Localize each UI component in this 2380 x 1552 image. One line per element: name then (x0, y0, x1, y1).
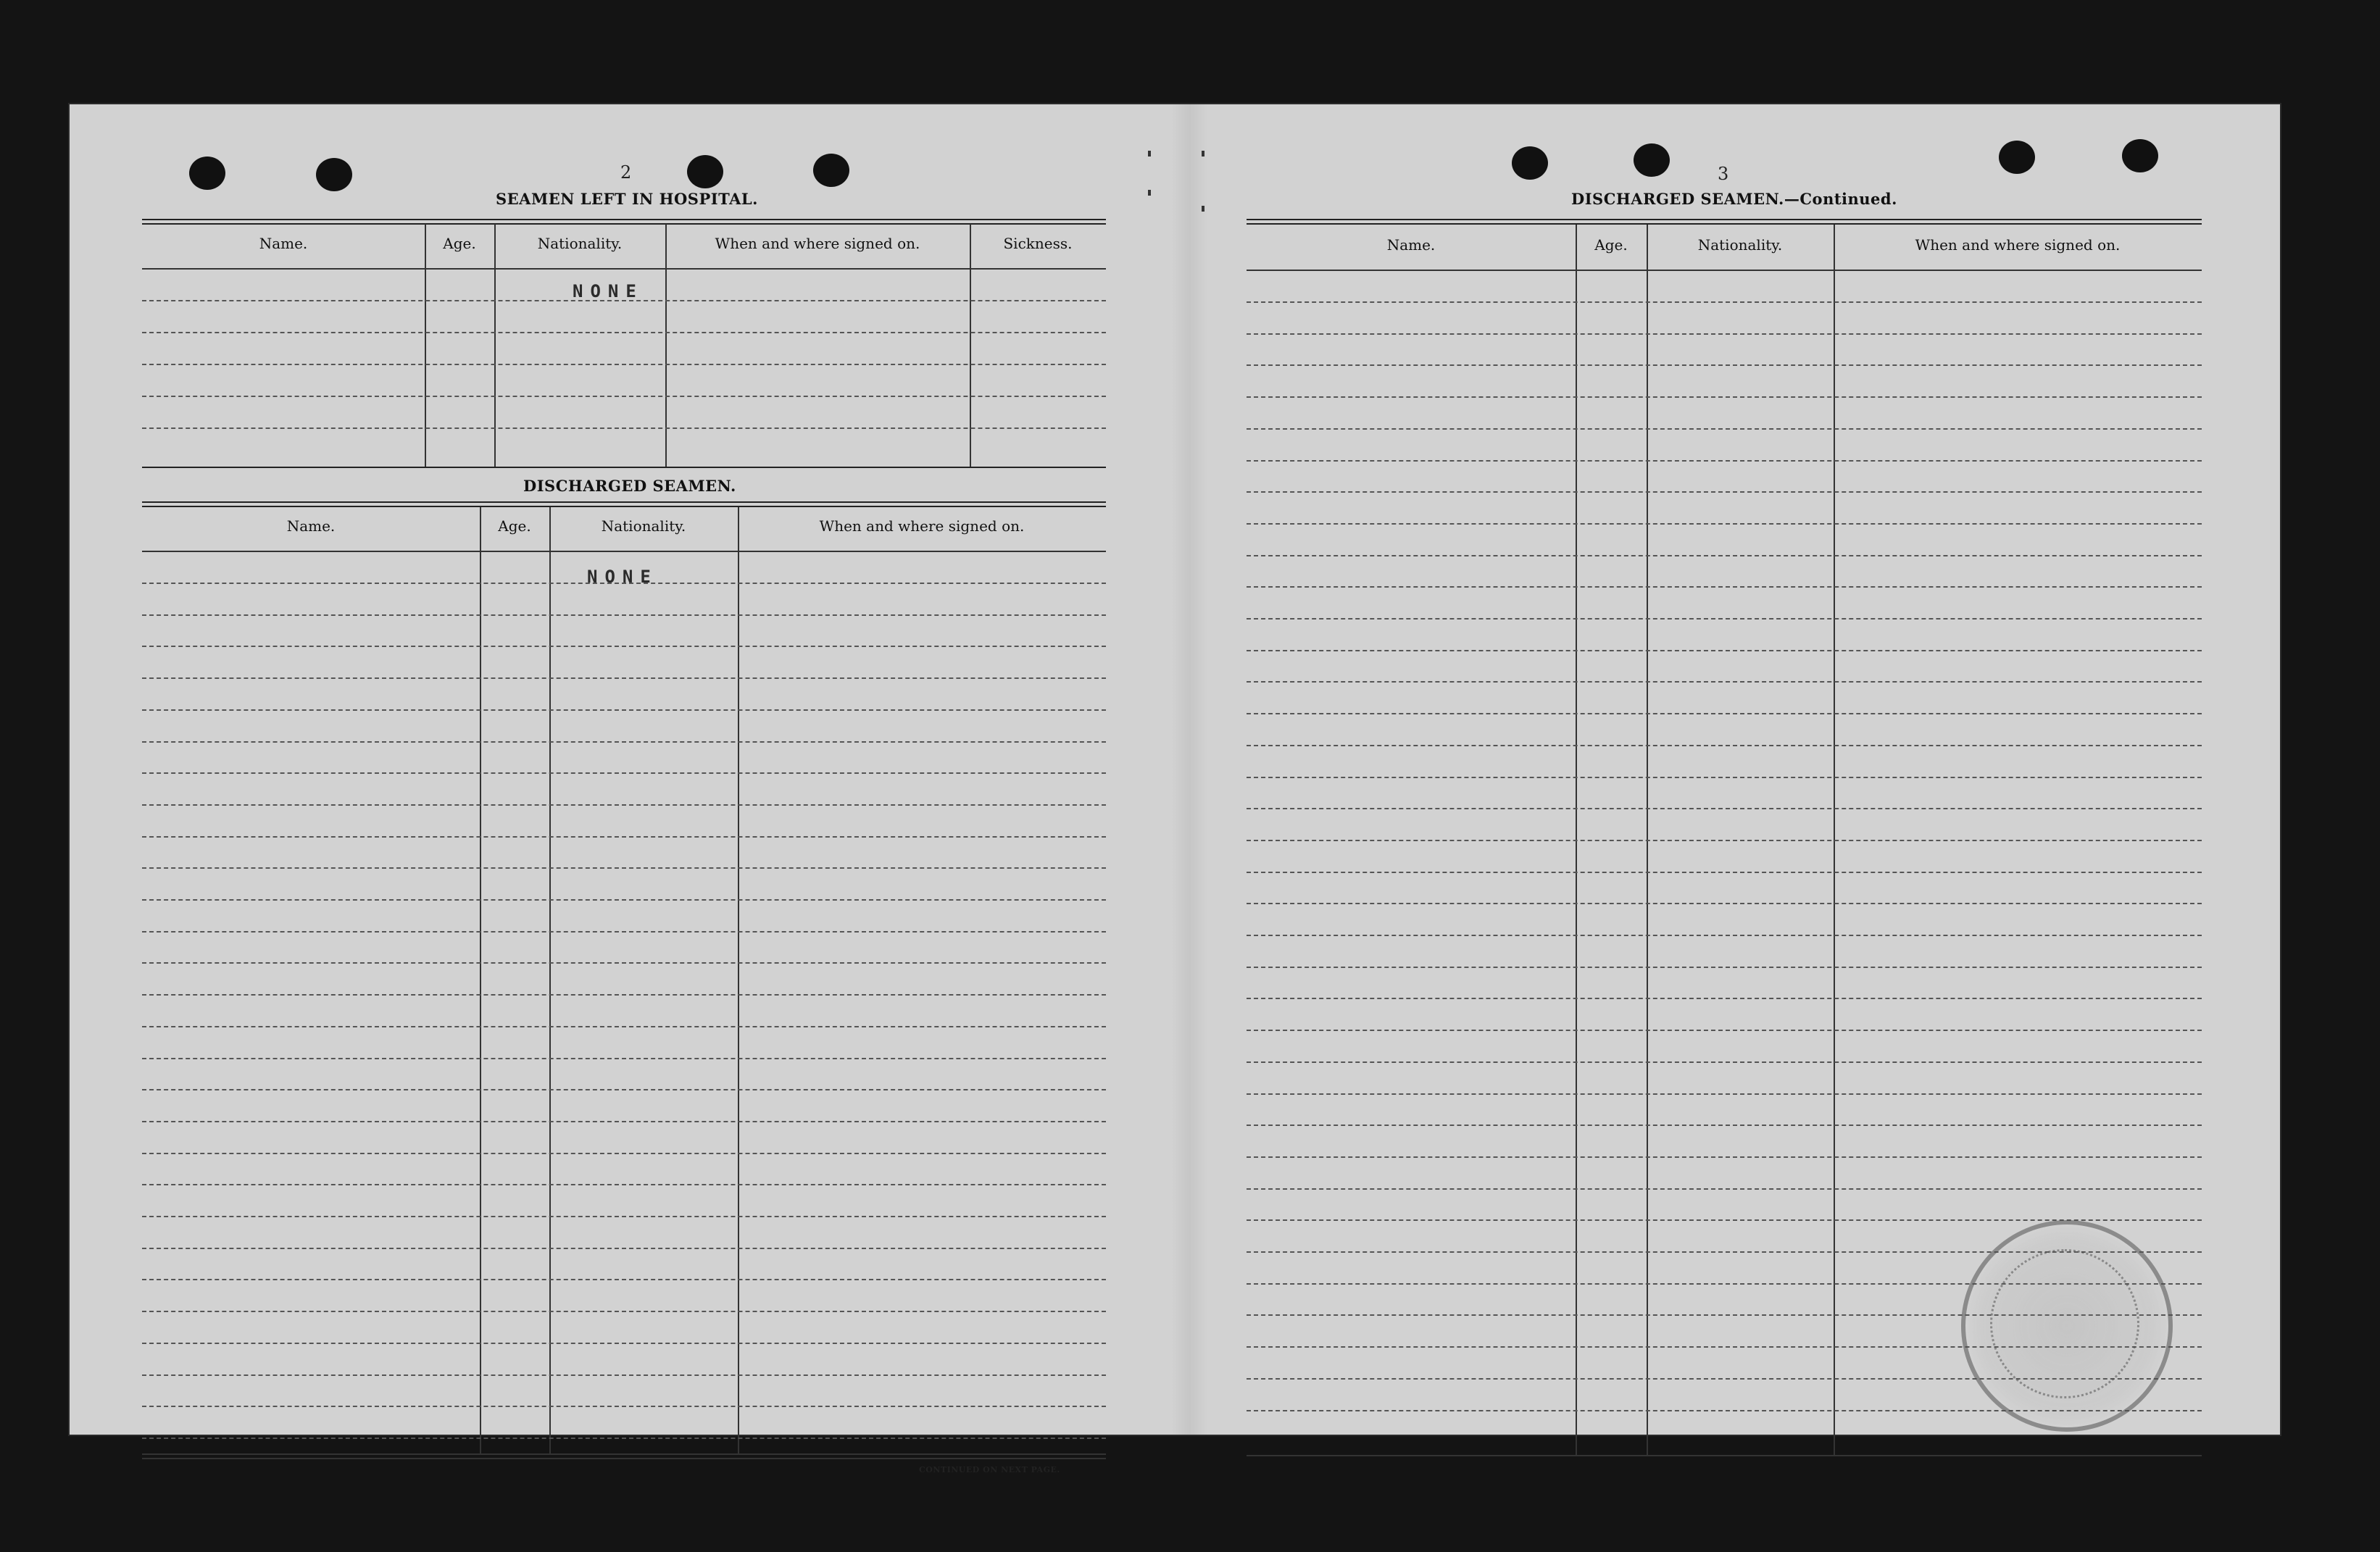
form-row-line (1247, 428, 2202, 430)
form-row-line (1247, 967, 2202, 968)
col-header-age: Age. (1594, 236, 1628, 254)
punch-hole (687, 155, 723, 188)
form-row-line (1247, 650, 2202, 651)
document-sheet (70, 104, 2280, 1474)
form-row-line (1247, 555, 2202, 556)
col-header-name: Name. (1386, 236, 1436, 254)
hospital-section-title: SEAMEN LEFT IN HOSPITAL. (496, 190, 758, 208)
discharged-section-title: DISCHARGED SEAMEN. (523, 477, 736, 495)
punch-hole (1999, 141, 2035, 174)
form-row-line (142, 1279, 1106, 1280)
page-number-left: 2 (620, 162, 632, 183)
punch-hole (316, 158, 352, 191)
form-row-line (142, 772, 1106, 774)
form-row-line (142, 427, 1106, 429)
fold-mark (1148, 151, 1151, 157)
form-row-line (142, 646, 1106, 647)
form-row-line (142, 364, 1106, 365)
form-row-line (1247, 713, 2202, 714)
fold-mark (1202, 206, 1204, 212)
form-row-line (142, 614, 1106, 616)
discharged-continued-title: DISCHARGED SEAMEN.—Continued. (1571, 190, 1897, 208)
form-row-line (142, 1216, 1106, 1217)
form-row-line (142, 300, 1106, 301)
form-row-line (142, 1311, 1106, 1312)
form-row-line (142, 1343, 1106, 1344)
fold-mark (1148, 190, 1151, 196)
form-row-line (142, 836, 1106, 838)
form-row-line (1247, 460, 2202, 462)
form-row-line (1247, 903, 2202, 904)
form-row-line (1247, 1188, 2202, 1190)
form-row-line (142, 396, 1106, 397)
form-row-line (1247, 1156, 2202, 1158)
form-row-line (142, 1121, 1106, 1122)
form-row-line (1247, 586, 2202, 588)
form-row-line (1247, 333, 2202, 335)
form-row-line (142, 899, 1106, 901)
form-row-line (142, 1374, 1106, 1376)
punch-hole (813, 154, 849, 187)
punch-hole (1512, 146, 1548, 180)
col-header-signed-on: When and where signed on. (819, 517, 1025, 535)
form-row-line (1247, 1030, 2202, 1031)
col-header-signed-on: When and where signed on. (1915, 236, 2121, 254)
form-row-line (142, 962, 1106, 964)
punch-hole (189, 157, 225, 190)
col-header-name: Name. (259, 235, 308, 252)
form-row-line (142, 1058, 1106, 1059)
col-header-nationality: Nationality. (601, 517, 686, 535)
form-row-line (1247, 396, 2202, 398)
col-header-nationality: Nationality. (1697, 236, 1783, 254)
form-row-line (142, 741, 1106, 743)
form-row-line (1247, 998, 2202, 999)
form-row-line (142, 583, 1106, 584)
continued-footer: CONTINUED ON NEXT PAGE. (919, 1465, 1060, 1474)
col-header-name: Name. (286, 517, 336, 535)
form-row-line (142, 867, 1106, 869)
form-row-line (142, 1438, 1106, 1439)
punch-hole (1634, 143, 1670, 177)
form-row-line (142, 1153, 1106, 1154)
form-row-line (142, 931, 1106, 933)
form-row-line (1247, 935, 2202, 936)
form-row-line (142, 677, 1106, 679)
form-row-line (142, 804, 1106, 806)
col-header-sickness: Sickness. (1003, 235, 1073, 252)
form-row-line (1247, 872, 2202, 873)
form-row-line (1247, 1093, 2202, 1095)
fold-mark (1202, 151, 1204, 157)
form-row-line (1247, 745, 2202, 746)
form-row-line (1247, 777, 2202, 778)
form-row-line (1247, 681, 2202, 683)
form-row-line (1247, 618, 2202, 619)
form-row-line (1247, 523, 2202, 525)
form-row-line (142, 332, 1106, 333)
form-row-line (1247, 1061, 2202, 1063)
form-row-line (142, 709, 1106, 711)
col-header-nationality: Nationality. (537, 235, 623, 252)
form-row-line (142, 1248, 1106, 1249)
col-header-signed-on: When and where signed on. (715, 235, 920, 252)
form-row-line (1247, 491, 2202, 493)
form-row-line (1247, 840, 2202, 841)
page-number-right: 3 (1718, 164, 1729, 184)
typed-entry-none: NONE (587, 567, 658, 587)
form-row-line (1247, 301, 2202, 303)
form-row-line (142, 1089, 1106, 1090)
col-header-age: Age. (498, 517, 531, 535)
form-row-line (142, 1184, 1106, 1185)
form-row-line (1247, 364, 2202, 366)
received-stamp (1961, 1220, 2173, 1432)
form-row-line (1247, 808, 2202, 809)
center-fold (1171, 104, 1207, 1435)
form-row-line (142, 1406, 1106, 1407)
form-row-line (142, 994, 1106, 996)
form-row-line (142, 1026, 1106, 1027)
punch-hole (2122, 139, 2158, 172)
typed-entry-none: NONE (573, 281, 644, 301)
form-row-line (1247, 1125, 2202, 1126)
col-header-age: Age. (443, 235, 476, 252)
